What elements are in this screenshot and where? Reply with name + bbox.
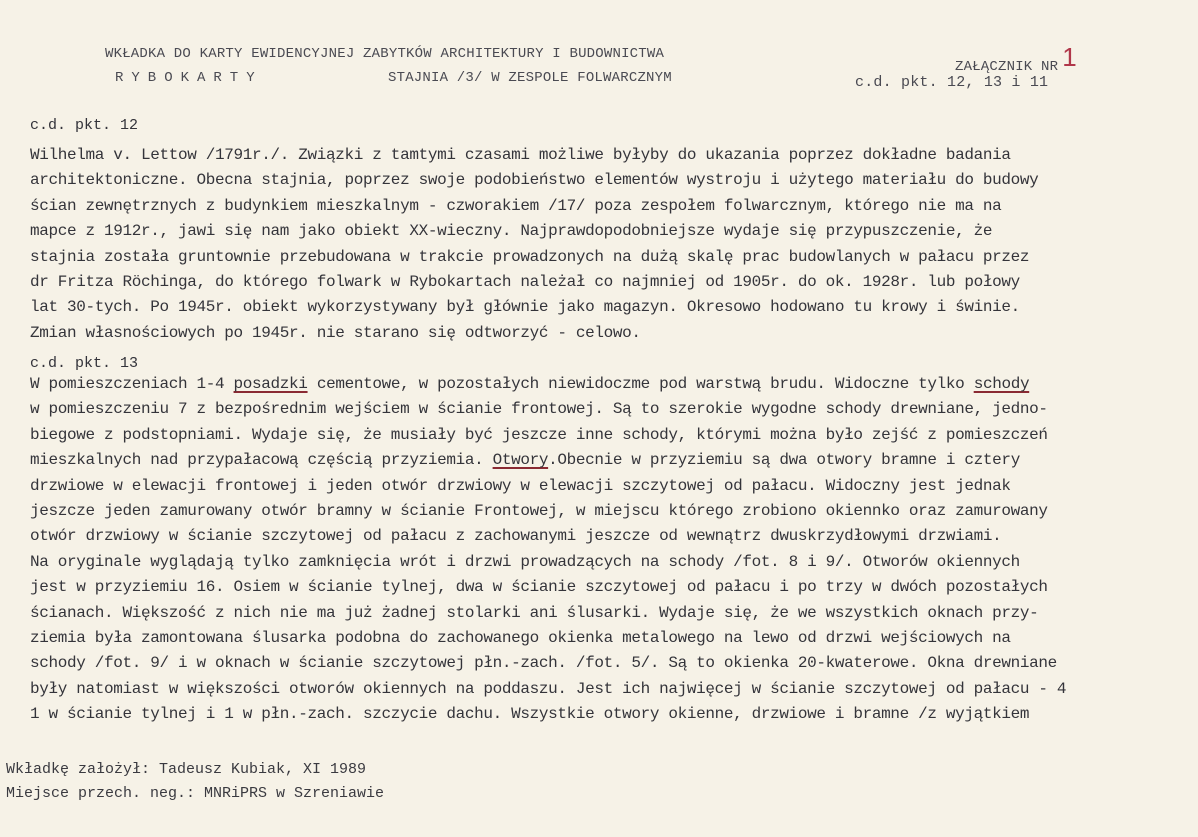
- underlined-term-posadzki: posadzki: [233, 375, 308, 393]
- text-line: jest w przyziemiu 16. Osiem w ścianie tylnej, dwa w ścianie szczytowej od pałacu i po trzy w dwóch pozostałych: [30, 578, 1048, 597]
- text-line: 1 w ścianie tylnej i 1 w płn.-zach. szczycie dachu. Wszystkie otwory okienne, drzwiowe i bramne /z wyjątkiem: [30, 705, 1030, 724]
- text-line: otwór drzwiowy w ścianie szczytowej od pałacu z zachowanymi jeszcze od wewnątrz dwuskrzydłowymi drzwiami.: [30, 527, 1002, 546]
- text-line: Wilhelma v. Lettow /1791r./. Związki z tamtymi czasami możliwe byłyby do ukazania poprzez dokładne badania: [30, 146, 1011, 164]
- section-13-text: [30, 372, 1180, 727]
- text-line: mapce z 1912r., jawi się nam jako obiekt XX-wieczny. Najprawdopodobniejsze wydaje się przypuszczenie, że: [30, 222, 993, 241]
- footer-negatives-location: Miejsce przech. neg.: MNRiPRS w Szreniawie: [6, 785, 385, 802]
- text-line: Na oryginale wyglądają tylko zamknięcia wrót i drzwi prowadzących na schody /fot. 8 i 9/. Otworów okiennych: [30, 552, 1020, 571]
- text-line: w pomieszczeniu 7 z bezpośrednim wejściem w ścianie frontowej. Są to szerokie wygodne schody drewniane, jedno-: [30, 400, 1048, 419]
- text-line: Zmian własnościowych po 1945r. nie starano się odtworzyć - celowo.: [30, 323, 641, 342]
- text-segment: .Obecnie w przyziemiu są dwa otwory bramne i cztery: [548, 451, 1020, 470]
- text-line: dr Fritza Röchinga, do którego folwark w Rybokartach należał co najmniej od 1905r. do ok. 1928r. lub połowy: [30, 272, 1020, 291]
- text-line: były natomiast w większości otworów okiennych na poddaszu. Jest ich najwięcej w ścianie szczytowej od pałacu - 4: [30, 679, 1067, 698]
- underlined-term-otwory: Otwory: [492, 451, 549, 470]
- text-line: ścian zewnętrznych z budynkiem mieszkalnym - czworakiem /17/ poza zespołem folwarcznym, którego nie ma na: [30, 196, 1002, 215]
- text-segment: W pomieszczeniach 1-4: [30, 375, 234, 393]
- annex-label-text: ZAŁĄCZNIK NR: [955, 59, 1059, 75]
- section-12-text: [30, 143, 1180, 346]
- text-line: jeszcze jeden zamurowany otwór bramny w ścianie Frontowej, w miejscu którego zrobiono okiennko oraz zamurowany: [30, 501, 1048, 520]
- text-line: architektoniczne. Obecna stajnia, poprzez swoje podobieństwo elementów wystroju i użytego materiału do budowy: [30, 171, 1039, 190]
- underlined-term-schody: schody: [973, 375, 1030, 393]
- text-line: schody /fot. 9/ i w oknach w ścianie szczytowej płn.-zach. /fot. 5/. Są to okienka 20-kwaterowe. Okna drewniane: [30, 654, 1057, 673]
- text-line: stajnia została gruntownie przebudowana w trakcie prowadzonych na dużą skalę prac budowlanych w pałacu przez: [30, 247, 1030, 266]
- section-13-label: c.d. pkt. 13: [30, 355, 139, 372]
- text-line: ziemia była zamontowana ślusarka podobna do zachowanego okienka metalowego na lewo od drzwi wejściowych na: [30, 628, 1011, 647]
- text-line: [30, 372, 1180, 397]
- text-segment: cementowe, w pozostałych niewidoczme pod warstwą brudu. Widoczne tylko: [307, 375, 974, 393]
- header-title: WKŁADKA DO KARTY EWIDENCYJNEJ ZABYTKÓW ARCHITEKTURY I BUDOWNICTWA: [105, 46, 665, 62]
- text-line: drzwiowe w elewacji frontowej i jeden otwór drzwiowy w elewacji szczytowej od pałacu. Widoczny jest jednak: [30, 476, 1011, 495]
- text-line: lat 30-tych. Po 1945r. obiekt wykorzystywany był głównie jako magazyn. Okresowo hodowano tu krowy i świnie.: [30, 298, 1020, 317]
- footer-author: Wkładkę założył: Tadeusz Kubiak, XI 1989: [6, 761, 367, 778]
- header-place: RYBOKARTY: [115, 70, 263, 86]
- header-object: STAJNIA /3/ W ZESPOLE FOLWARCZNYM: [388, 70, 672, 86]
- continuation-note: c.d. pkt. 12, 13 i 11: [855, 74, 1049, 91]
- text-segment: mieszkalnych nad przypałacową częścią przyziemia.: [30, 451, 493, 470]
- text-line: [30, 448, 1180, 473]
- annex-label: [955, 42, 1077, 77]
- section-12-label: c.d. pkt. 12: [30, 117, 139, 134]
- annex-number: 1: [1062, 42, 1077, 72]
- text-line: ścianach. Większość z nich nie ma już żadnej stolarki ani ślusarki. Wydaje się, że we wszystkich oknach przy-: [30, 603, 1039, 622]
- text-line: biegowe z podstopniami. Wydaje się, że musiały być jeszcze inne schody, którymi można było zejść z pomieszczeń: [30, 425, 1048, 444]
